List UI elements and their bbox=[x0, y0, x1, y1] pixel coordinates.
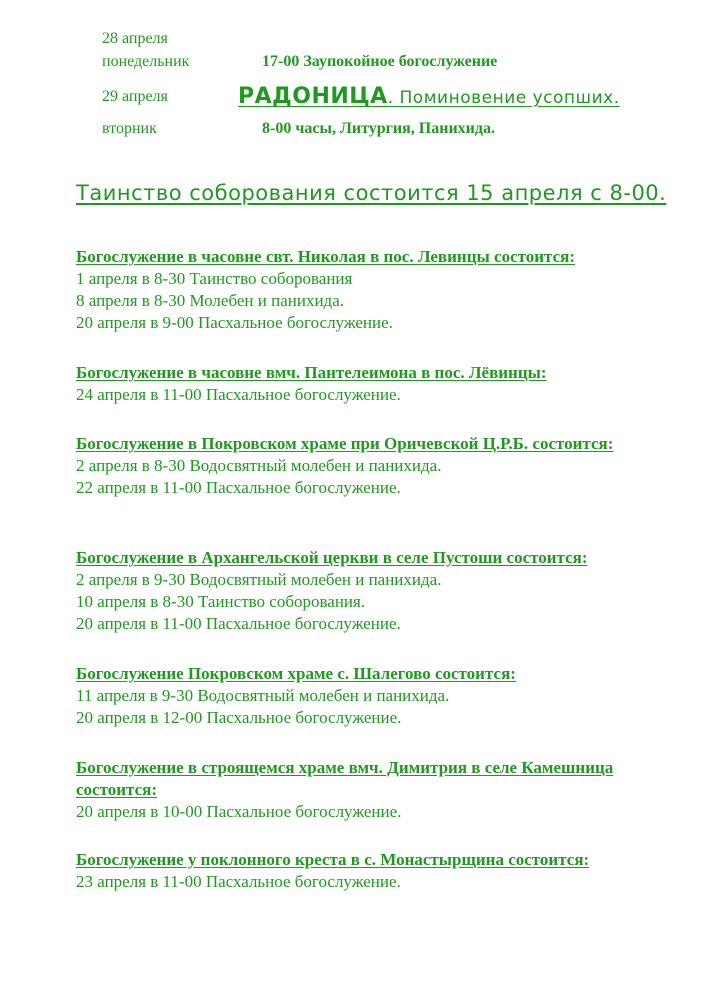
schedule-item: 20 апреля в 10-00 Пасхальное богослужение. bbox=[76, 802, 402, 821]
section-arkhangelsk-church bbox=[76, 547, 696, 635]
schedule-item: 10 апреля в 8-30 Таинство соборования. bbox=[76, 592, 366, 611]
radonitsa-title bbox=[238, 84, 620, 109]
section-heading: Богослужение в строящемся храме вмч. Димитрия в селе Камешница состоится: bbox=[76, 758, 614, 799]
schedule-item: 23 апреля в 11-00 Пасхальное богослужение. bbox=[76, 872, 401, 891]
day2-event: 8-00 часы, Литургия, Панихида. bbox=[262, 120, 495, 137]
section-nikolai-chapel bbox=[76, 246, 696, 334]
unction-announcement: Таинство соборования состоится 15 апреля с 8-00. bbox=[76, 181, 667, 205]
section-shalegovo bbox=[76, 663, 696, 729]
schedule-item: 2 апреля в 9-30 Водосвятный молебен и панихида. bbox=[76, 570, 442, 589]
schedule-item: 20 апреля в 9-00 Пасхальное богослужение. bbox=[76, 313, 393, 332]
day2-date: 29 апреля bbox=[102, 88, 168, 105]
day1-date: 28 апреля bbox=[102, 30, 168, 47]
section-pokrov-hospital bbox=[76, 433, 696, 499]
day1-weekday: понедельник bbox=[102, 53, 190, 70]
radonitsa-title-rest: . Поминовение усопших. bbox=[387, 88, 620, 108]
section-heading: Богослужение Покровском храме с. Шалегово состоится: bbox=[76, 664, 516, 683]
schedule-item: 11 апреля в 9-30 Водосвятный молебен и панихида. bbox=[76, 686, 450, 705]
schedule-item: 22 апреля в 11-00 Пасхальное богослужение. bbox=[76, 478, 401, 497]
section-kameshnitsa bbox=[76, 757, 696, 823]
schedule-item: 2 апреля в 8-30 Водосвятный молебен и панихида. bbox=[76, 456, 442, 475]
schedule-item: 24 апреля в 11-00 Пасхальное богослужение. bbox=[76, 385, 401, 404]
schedule-item: 20 апреля в 11-00 Пасхальное богослужение. bbox=[76, 614, 401, 633]
schedule-item: 1 апреля в 8-30 Таинство соборования bbox=[76, 269, 353, 288]
day1-event: 17-00 Заупокойное богослужение bbox=[262, 53, 498, 70]
schedule-item: 20 апреля в 12-00 Пасхальное богослужение. bbox=[76, 708, 402, 727]
section-heading: Богослужение у поклонного креста в с. Монастырщина состоится: bbox=[76, 850, 590, 869]
section-heading: Богослужение в часовне свт. Николая в пос. Левинцы состоится: bbox=[76, 247, 575, 266]
schedule-item: 8 апреля в 8-30 Молебен и панихида. bbox=[76, 291, 344, 310]
section-heading: Богослужение в часовне вмч. Пантелеимона в пос. Лёвинцы: bbox=[76, 363, 547, 382]
section-heading: Богослужение в Покровском храме при Оричевской Ц.Р.Б. состоится: bbox=[76, 434, 614, 453]
radonitsa-title-main: РАДОНИЦА bbox=[238, 84, 388, 109]
section-heading: Богослужение в Архангельской церкви в селе Пустоши состоится: bbox=[76, 548, 588, 567]
section-panteleimon-chapel bbox=[76, 362, 696, 406]
day2-weekday: вторник bbox=[102, 120, 157, 137]
section-monastyrshchina bbox=[76, 849, 696, 893]
